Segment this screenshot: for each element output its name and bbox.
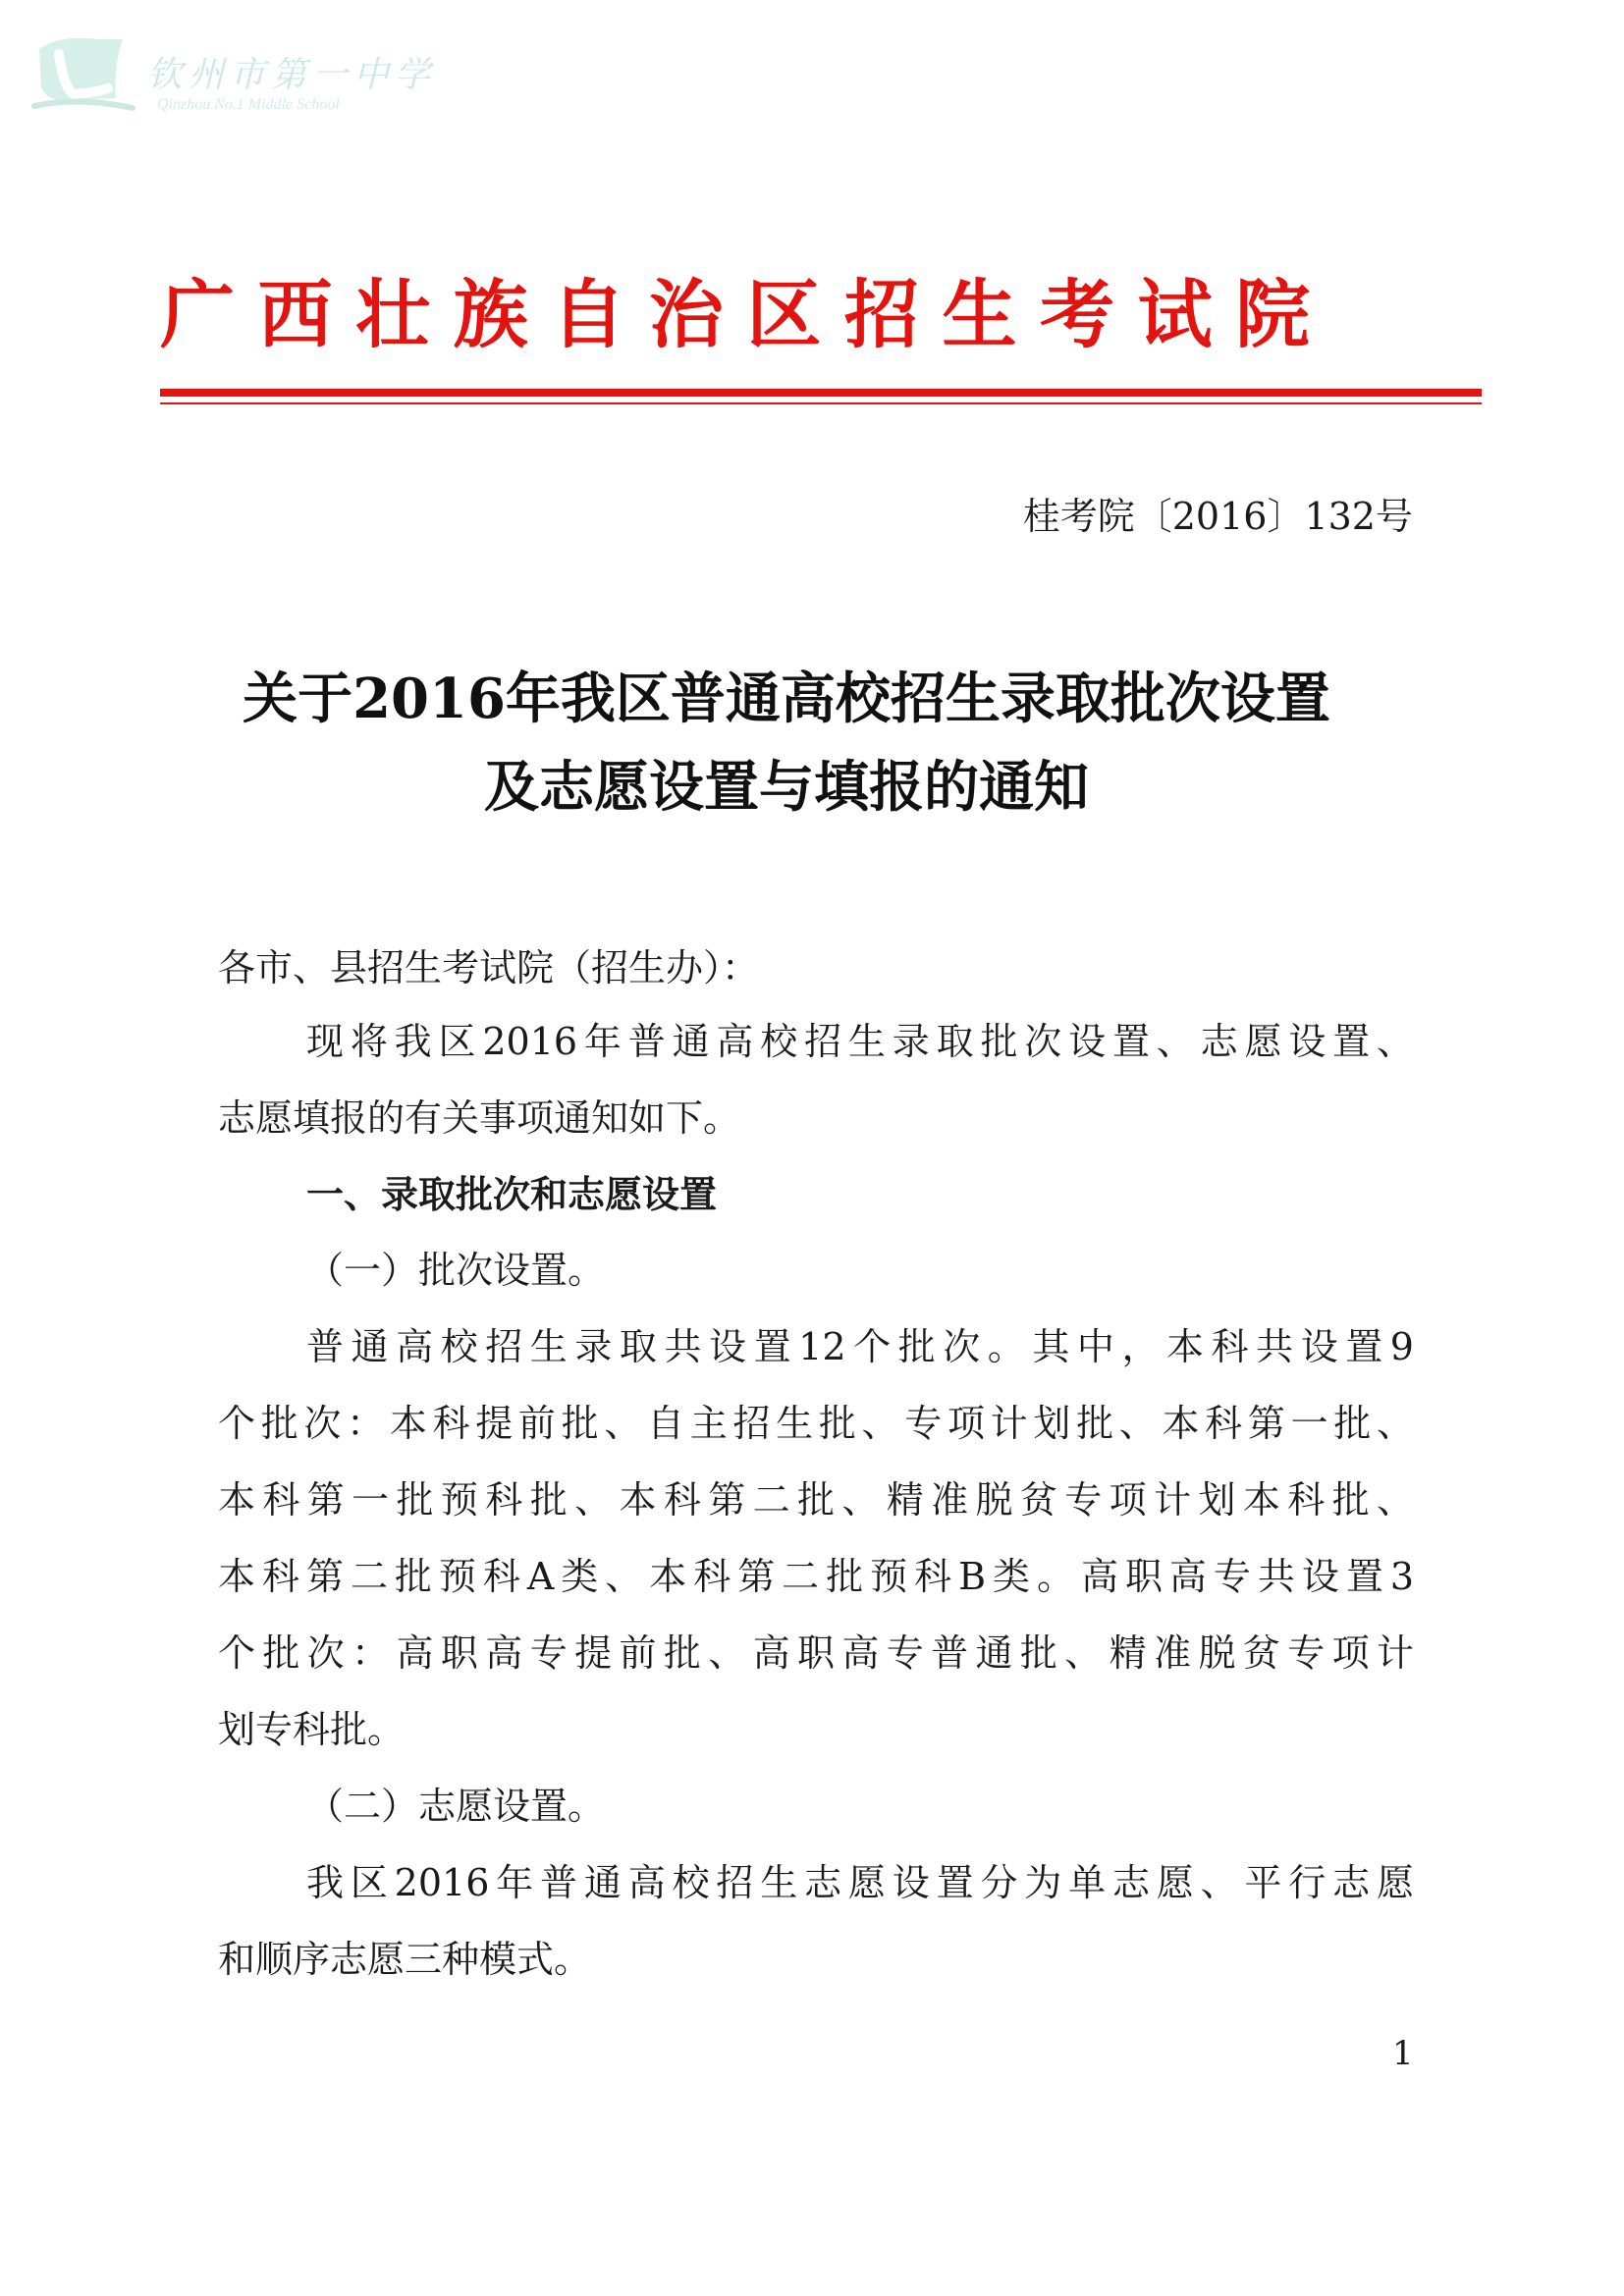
issuing-agency-title: 广西壮族自治区招生考试院	[160, 271, 1333, 358]
wish-paragraph-line-1: 我区2016年普通高校招生志愿设置分为单志愿、平行志愿	[306, 1861, 1414, 1904]
batch-paragraph-line-2: 个批次：本科提前批、自主招生批、专项计划批、本科第一批、	[218, 1402, 1414, 1445]
wish-paragraph-line-2: 和顺序志愿三种模式。	[218, 1938, 592, 1981]
batch-paragraph-line-4: 本科第二批预科A类、本科第二批预科B类。高职高专共设置3	[218, 1555, 1414, 1598]
batch-paragraph-line-6: 划专科批。	[218, 1708, 406, 1751]
header-rule-thick	[160, 389, 1482, 397]
document-number: 桂考院〔2016〕132号	[1022, 495, 1413, 538]
header-rule-thin	[160, 402, 1482, 404]
batch-paragraph-line-3: 本科第一批预科批、本科第二批、精准脱贫专项计划本科批、	[218, 1478, 1414, 1522]
batch-paragraph-line-5: 个批次：高职高专提前批、高职高专普通批、精准脱贫专项计	[218, 1631, 1414, 1675]
intro-paragraph-line-2: 志愿填报的有关事项通知如下。	[218, 1096, 741, 1140]
page-number: 1	[1392, 2034, 1414, 2073]
school-name-watermark: 钦州市第一中学	[147, 55, 437, 95]
school-name-en-watermark: Qinzhou No.1 Middle School	[157, 96, 340, 113]
subsection-2-heading: （二）志愿设置。	[306, 1785, 606, 1828]
document-title-line-2: 及志愿设置与填报的通知	[484, 755, 1089, 820]
school-logo-icon	[29, 29, 137, 123]
addressee: 各市、县招生考试院（招生办）：	[218, 946, 760, 989]
school-watermark	[29, 29, 437, 128]
subsection-1-heading: （一）批次设置。	[306, 1249, 606, 1292]
document-title-line-1: 关于2016年我区普通高校招生录取批次设置	[243, 667, 1330, 731]
intro-paragraph-line-1: 现将我区2016年普通高校招生录取批次设置、志愿设置、	[306, 1020, 1414, 1063]
batch-paragraph-line-1: 普通高校招生录取共设置12个批次。其中，本科共设置9	[306, 1325, 1414, 1368]
section-1-heading: 一、录取批次和志愿设置	[306, 1173, 718, 1216]
